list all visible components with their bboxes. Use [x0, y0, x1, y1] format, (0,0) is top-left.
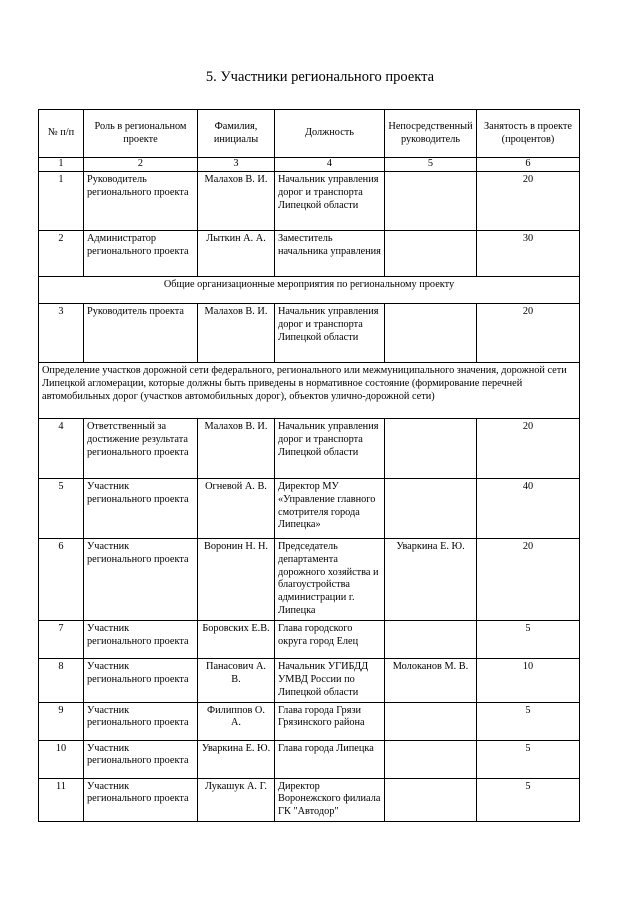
table-row [39, 778, 580, 822]
row-employment: 20 [477, 171, 580, 230]
column-number: 1 [39, 158, 84, 172]
page-title: 5. Участники регионального проекта [205, 69, 435, 85]
header-manager: Непосредственный руководитель [385, 110, 477, 158]
row-employment: 20 [477, 418, 580, 478]
row-name: Панасович А. В. [198, 659, 275, 703]
row-name: Боровских Е.В. [198, 621, 275, 659]
row-role: Руководитель регионального проекта [84, 171, 198, 230]
row-name: Уваркина Е. Ю. [198, 740, 275, 778]
row-name: Лукашук А. Г. [198, 778, 275, 822]
row-role: Участник регионального проекта [84, 478, 198, 538]
row-role: Руководитель проекта [84, 303, 198, 362]
table-row [39, 303, 580, 362]
row-name: Малахов В. И. [198, 303, 275, 362]
row-manager [385, 478, 477, 538]
header-name: Фамилия, инициалы [198, 110, 275, 158]
row-position: Начальник УГИБДД УМВД России по Липецкой области [275, 659, 385, 703]
row-number: 5 [39, 478, 84, 538]
row-role: Участник регионального проекта [84, 621, 198, 659]
column-number: 3 [198, 158, 275, 172]
row-employment: 5 [477, 778, 580, 822]
row-position: Глава городского округа город Елец [275, 621, 385, 659]
table-row [39, 418, 580, 478]
table-row [39, 621, 580, 659]
row-employment: 20 [477, 303, 580, 362]
column-number: 5 [385, 158, 477, 172]
row-role: Администратор регионального проекта [84, 230, 198, 276]
row-position: Глава города Грязи Грязинского района [275, 702, 385, 740]
row-number: 8 [39, 659, 84, 703]
row-number: 1 [39, 171, 84, 230]
row-name: Малахов В. И. [198, 418, 275, 478]
row-number: 4 [39, 418, 84, 478]
row-role: Участник регионального проекта [84, 538, 198, 620]
section-heading: Общие организационные мероприятия по региональному проекту [39, 276, 580, 303]
table-row [39, 659, 580, 703]
row-manager [385, 740, 477, 778]
row-number: 3 [39, 303, 84, 362]
row-position: Начальник управления дорог и транспорта Липецкой области [275, 418, 385, 478]
row-employment: 40 [477, 478, 580, 538]
row-manager [385, 418, 477, 478]
table-row [39, 171, 580, 230]
row-position: Председатель департамента дорожного хозяйства и благоустройства администрации г. Липецка [275, 538, 385, 620]
row-manager [385, 303, 477, 362]
row-position: Начальник управления дорог и транспорта Липецкой области [275, 171, 385, 230]
row-number: 2 [39, 230, 84, 276]
column-number: 6 [477, 158, 580, 172]
row-position: Директор МУ «Управление главного смотрителя города Липецка» [275, 478, 385, 538]
header-row [39, 110, 580, 158]
row-manager [385, 171, 477, 230]
column-number-row [39, 158, 580, 172]
row-manager [385, 702, 477, 740]
row-role: Участник регионального проекта [84, 740, 198, 778]
row-employment: 10 [477, 659, 580, 703]
table-row [39, 740, 580, 778]
row-position: Директор Воронежского филиала ГК "Автодор" [275, 778, 385, 822]
row-position: Начальник управления дорог и транспорта Липецкой области [275, 303, 385, 362]
table-row [39, 538, 580, 620]
row-role: Участник регионального проекта [84, 659, 198, 703]
column-number: 4 [275, 158, 385, 172]
row-manager [385, 778, 477, 822]
header-role: Роль в региональном проекте [84, 110, 198, 158]
row-name: Филиппов О. А. [198, 702, 275, 740]
row-role: Ответственный за достижение результата регионального проекта [84, 418, 198, 478]
row-number: 10 [39, 740, 84, 778]
table-row [39, 230, 580, 276]
row-number: 6 [39, 538, 84, 620]
row-manager: Молоканов М. В. [385, 659, 477, 703]
row-name: Малахов В. И. [198, 171, 275, 230]
row-employment: 5 [477, 702, 580, 740]
row-position: Глава города Липецка [275, 740, 385, 778]
row-role: Участник регионального проекта [84, 778, 198, 822]
header-employment: Занятость в проекте (процентов) [477, 110, 580, 158]
row-name: Лыткин А. А. [198, 230, 275, 276]
section-row [39, 276, 580, 303]
table-row [39, 702, 580, 740]
row-name: Огневой А. В. [198, 478, 275, 538]
row-role: Участник регионального проекта [84, 702, 198, 740]
row-number: 7 [39, 621, 84, 659]
row-manager: Уваркина Е. Ю. [385, 538, 477, 620]
row-position: Заместитель начальника управления [275, 230, 385, 276]
section-heading: Определение участков дорожной сети федерального, регионального или межмуниципального значения, дорожной сети Липецкой агломерации, которые должны быть приведены в нормативное состояние (формирование перечней автомобильных дорог (участков автомобильных дорог), объектов улично-дорожной сети) [39, 362, 580, 418]
row-employment: 20 [477, 538, 580, 620]
row-manager [385, 230, 477, 276]
row-name: Воронин Н. Н. [198, 538, 275, 620]
header-num: № п/п [39, 110, 84, 158]
row-employment: 5 [477, 621, 580, 659]
row-number: 9 [39, 702, 84, 740]
table-row [39, 478, 580, 538]
participants-table [38, 109, 580, 822]
row-number: 11 [39, 778, 84, 822]
row-employment: 5 [477, 740, 580, 778]
column-number: 2 [84, 158, 198, 172]
row-manager [385, 621, 477, 659]
header-position: Должность [275, 110, 385, 158]
section-row [39, 362, 580, 418]
row-employment: 30 [477, 230, 580, 276]
